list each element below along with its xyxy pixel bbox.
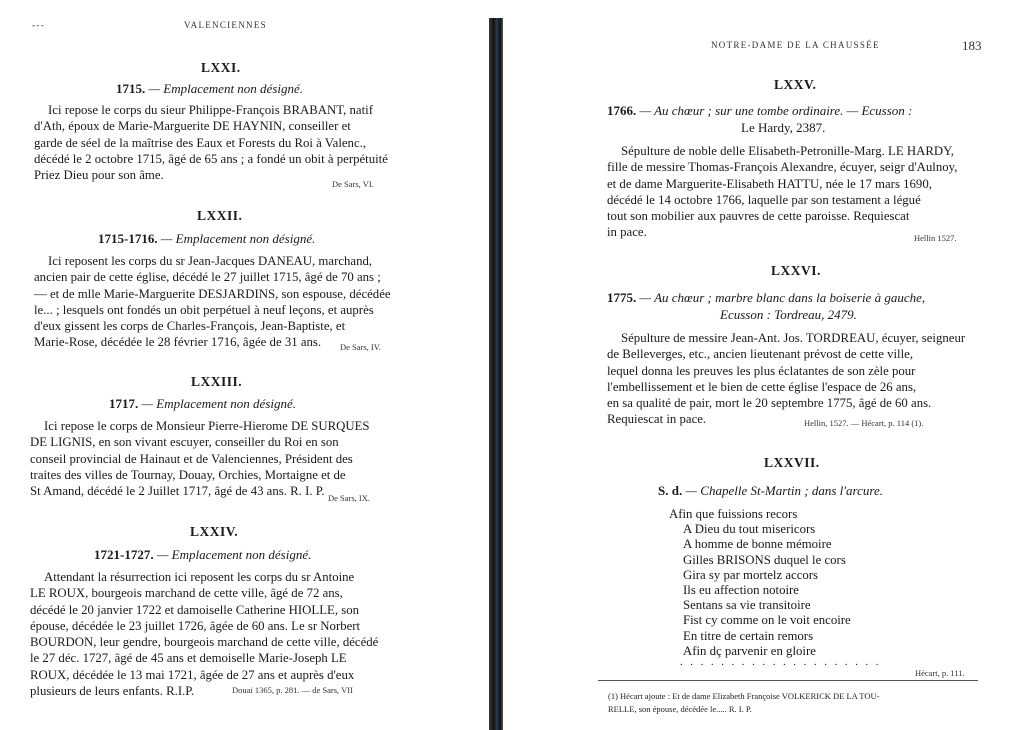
entry-number: LXXVI. bbox=[771, 263, 821, 278]
right-running-head: NOTRE-DAME DE LA CHAUSSÉE bbox=[711, 40, 880, 50]
text-line: décédé le 14 octobre 1766, laquelle par son testament a légué bbox=[607, 192, 921, 207]
text-line: d'Ath, époux de Marie-Marguerite DE HAYNIN, conseiller et bbox=[34, 119, 351, 134]
text-line: tout son mobilier aux pauvres de cette paroisse. Requiescat bbox=[607, 209, 910, 224]
entry-source: Hécart, p. 111. bbox=[915, 668, 965, 678]
ellipsis-dots: . . . . . . . . . . . . . . . . . . . . bbox=[680, 656, 881, 668]
entry-number: LXXIV. bbox=[190, 524, 239, 539]
entry-text bbox=[607, 143, 977, 241]
entry-source: Hellin, 1527. — Hécart, p. 114 (1). bbox=[804, 418, 924, 428]
text-line: le 27 déc. 1727, âgé de 45 ans et demoiselle Marie-Joseph LE bbox=[30, 651, 347, 666]
entry-text bbox=[34, 102, 404, 183]
text-line: ancien pair de cette église, décédé le 27 juillet 1715, âgé de 70 ans ; bbox=[34, 270, 381, 285]
verse-line: Fist cy comme on le voit encoire bbox=[683, 613, 851, 628]
entry-heading-cont: Ecusson : Tordreau, 2479. bbox=[720, 307, 857, 322]
footnote-line: (1) Hécart ajoute : Et de dame Elizabeth Françoise VOLKERICK DE LA TOU- bbox=[608, 691, 880, 701]
entry-location: — Au chœur ; sur une tombe ordinaire. — Ecusson : bbox=[639, 103, 913, 118]
text-line: Sépulture de noble delle Elisabeth-Petronille-Marg. LE HARDY, bbox=[621, 144, 954, 158]
entry-date: 1766. bbox=[607, 103, 637, 118]
entry-text bbox=[607, 330, 977, 428]
entry-location: — Emplacement non désigné. bbox=[148, 81, 304, 96]
book-gutter bbox=[489, 18, 503, 730]
left-page-number-fragment: --- bbox=[32, 20, 45, 30]
verse-line: Ils eu affection notoire bbox=[683, 583, 799, 598]
text-line: Priez Dieu pour son âme. bbox=[34, 168, 164, 183]
entry-number: LXXVII. bbox=[764, 455, 820, 470]
verse-line: Gilles BRISONS duquel le cors bbox=[683, 552, 846, 567]
entry-date: 1775. bbox=[607, 290, 637, 305]
footnote-rule bbox=[598, 680, 978, 681]
footnote-line: RELLE, son épouse, décédée le..... R. I. P. bbox=[608, 704, 752, 714]
entry-location: — Emplacement non désigné. bbox=[156, 547, 312, 562]
entry-source: De Sars, VI. bbox=[332, 179, 374, 189]
text-line: Ici repose le corps du sieur Philippe-François BRABANT, natif bbox=[48, 103, 373, 117]
entry-date: 1715-1716. bbox=[98, 231, 158, 246]
verse-line: Gira sy par mortelz accors bbox=[683, 567, 819, 582]
text-line: St Amand, décédé le 2 Juillet 1717, âgé de 43 ans. R. I. P. bbox=[30, 484, 325, 499]
text-line: plusieurs de leurs enfants. R.I.P. bbox=[30, 684, 195, 699]
text-line: en sa qualité de pair, mort le 20 septembre 1775, âgé de 60 ans. bbox=[607, 396, 932, 411]
text-line: ROUX, décédée le 13 mai 1721, âgée de 27 ans et auprès d'eux bbox=[30, 667, 355, 682]
text-line: Ici repose le corps de Monsieur Pierre-Hierome DE SURQUES bbox=[44, 419, 370, 433]
text-line: LE ROUX, bourgeois marchand de cette ville, âgé de 72 ans, bbox=[30, 586, 343, 601]
verse-line: Afin que fuissions recors bbox=[669, 507, 798, 521]
text-line: Attendant la résurrection ici reposent les corps du sr Antoine bbox=[44, 570, 355, 584]
text-line: garde de séel de la maîtrise des Eaux et Forests du Roi à Valenc., bbox=[34, 135, 367, 150]
entry-number: LXXI. bbox=[201, 60, 241, 75]
text-line: in pace. bbox=[607, 225, 647, 240]
entry-date: 1721-1727. bbox=[94, 547, 154, 562]
page-number: 183 bbox=[962, 38, 982, 53]
left-page bbox=[0, 0, 490, 730]
text-line: fille de messire Thomas-François Alexandre, écuyer, seigr d'Aulnoy, bbox=[607, 160, 958, 175]
verse-line: Afin dç parvenir en gloire bbox=[683, 643, 816, 658]
left-running-head: VALENCIENNES bbox=[184, 20, 267, 30]
entry-text bbox=[30, 569, 402, 699]
entry-heading bbox=[116, 81, 303, 97]
entry-heading bbox=[607, 290, 925, 306]
text-line: et de dame Marguerite-Elisabeth HATTU, née le 17 mars 1690, bbox=[607, 176, 932, 191]
text-line: décédé le 20 janvier 1722 et damoiselle Catherine HIOLLE, son bbox=[30, 602, 360, 617]
entry-heading bbox=[98, 231, 315, 247]
text-line: Requiescat in pace. bbox=[607, 412, 707, 427]
entry-location: — Emplacement non désigné. bbox=[160, 231, 316, 246]
verse-line: En titre de certain remors bbox=[683, 628, 814, 643]
entry-text bbox=[34, 253, 404, 351]
entry-heading-cont: Le Hardy, 2387. bbox=[741, 120, 826, 135]
entry-heading bbox=[94, 547, 311, 563]
verse-line: Sentans sa vie transitoire bbox=[683, 598, 811, 613]
entry-heading bbox=[658, 483, 883, 499]
text-line: traites des villes de Tournay, Douay, Orchies, Mortaigne et de bbox=[30, 467, 346, 482]
text-line: Marie-Rose, décédée le 28 février 1716, âgée de 31 ans. bbox=[34, 335, 322, 350]
entry-number: LXXIII. bbox=[191, 374, 243, 389]
text-line: d'eux gissent les corps de Charles-François, Jean-Baptiste, et bbox=[34, 319, 346, 334]
text-line: le... ; lesquels ont fondés un obit perpétuel à neuf leçons, et auprès bbox=[34, 302, 374, 317]
entry-location: — Chapelle St-Martin ; dans l'arcure. bbox=[685, 483, 883, 498]
epitaph-verse bbox=[669, 507, 851, 659]
entry-number: LXXII. bbox=[197, 208, 243, 223]
entry-source: De Sars, IX. bbox=[328, 493, 371, 503]
text-line: de Belleverges, etc., ancien lieutenant prévost de cette ville, bbox=[607, 347, 914, 362]
text-line: Sépulture de messire Jean-Ant. Jos. TORDREAU, écuyer, seigneur bbox=[621, 331, 966, 345]
entry-heading bbox=[607, 103, 912, 119]
text-line: décédé le 2 octobre 1715, âgé de 65 ans ; a fondé un obit à perpétuité bbox=[34, 151, 388, 166]
entry-text bbox=[30, 418, 402, 499]
text-line: — et de mlle Marie-Marguerite DESJARDINS, son espouse, décédée bbox=[34, 286, 391, 301]
text-line: Ici reposent les corps du sr Jean-Jacques DANEAU, marchand, bbox=[48, 254, 373, 268]
text-line: épouse, décédée le 23 juillet 1726, âgée de 60 ans. Le sr Norbert bbox=[30, 618, 361, 633]
footnote bbox=[608, 690, 879, 716]
text-line: BOURDON, leur gendre, bourgeois marchand de cette ville, décédé bbox=[30, 635, 379, 650]
entry-source: De Sars, IV. bbox=[340, 342, 381, 352]
entry-date: 1717. bbox=[109, 396, 139, 411]
text-line: DE LIGNIS, en son vivant escuyer, conseiller du Roi en son bbox=[30, 435, 339, 450]
text-line: conseil provincial de Hainaut et de Valenciennes, Président des bbox=[30, 451, 353, 466]
entry-number: LXXV. bbox=[774, 77, 817, 92]
text-line: lequel donna les preuves les plus éclatantes de son zèle pour bbox=[607, 363, 916, 378]
entry-date: S. d. bbox=[658, 483, 683, 498]
entry-source: Douai 1365, p. 281. — de Sars, VII bbox=[232, 685, 353, 695]
entry-location: — Emplacement non désigné. bbox=[141, 396, 297, 411]
entry-date: 1715. bbox=[116, 81, 146, 96]
entry-location: — Au chœur ; marbre blanc dans la boiserie à gauche, bbox=[639, 290, 926, 305]
verse-line: A homme de bonne mémoire bbox=[683, 537, 832, 552]
entry-heading bbox=[109, 396, 296, 412]
text-line: l'embellissement et le bien de cette église l'espace de 26 ans, bbox=[607, 379, 917, 394]
verse-line: A Dieu du tout misericors bbox=[683, 522, 816, 537]
right-page bbox=[506, 0, 1024, 730]
entry-source: Hellin 1527. bbox=[914, 233, 957, 243]
